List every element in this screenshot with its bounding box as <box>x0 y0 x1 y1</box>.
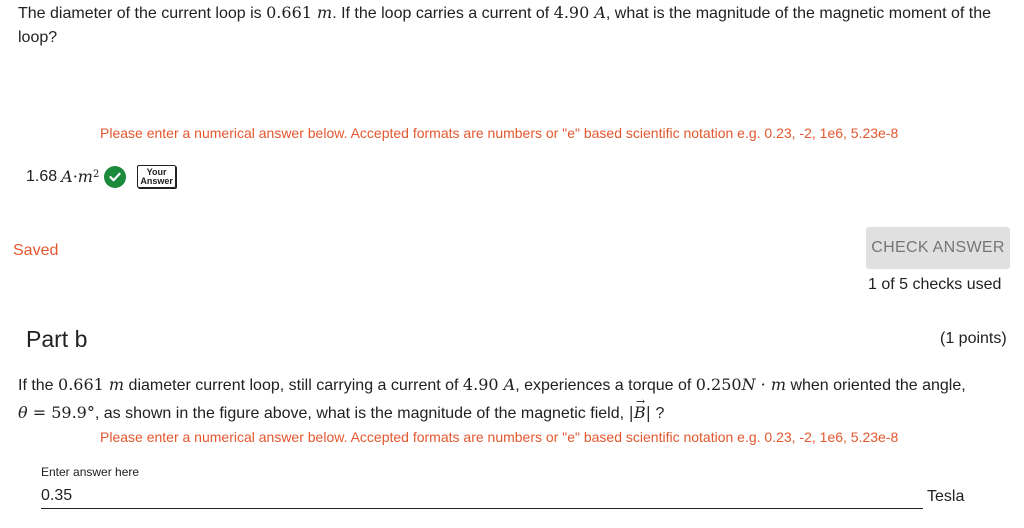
answer-unit-a: A <box>61 167 73 186</box>
part-b-points: (1 points) <box>940 330 1007 347</box>
answer-input[interactable] <box>41 484 923 509</box>
unit-meter: m <box>103 375 125 394</box>
checks-used-counter: 1 of 5 checks used <box>868 276 1002 293</box>
saved-status: Saved <box>13 242 59 259</box>
answer-unit-label: Tesla <box>927 488 965 505</box>
question-text: , what is the magnitude of the magnetic moment of the loop? <box>18 5 992 46</box>
part-a-question <box>18 1 1022 50</box>
magnetic-field-symbol: → B <box>634 399 646 426</box>
angle-value: 59.9° <box>51 403 95 422</box>
question-text: The diameter of the current loop is <box>18 5 267 22</box>
current-value: 4.90 <box>462 375 499 394</box>
unit-ampere: A <box>589 3 606 22</box>
your-answer-badge: Your Answer <box>137 165 176 188</box>
question-text: . If the loop carries a current of <box>332 5 554 22</box>
answer-unit-m: m <box>77 167 93 186</box>
torque-value: 0.250 <box>695 375 742 394</box>
format-hint: Please enter a numerical answer below. Accepted formats are numbers or "e" based scientific notation e.g. 0.23, -2, 1e6, 5.23e-8 <box>100 125 899 141</box>
answer-unit-exponent: 2 <box>92 169 100 180</box>
theta-symbol: θ <box>18 403 28 422</box>
part-b-question: If the 0.661 m diameter current loop, still carrying a current of 4.90 A, experiences a torque of 0.250N · m when oriented the angle, θ = 59.9°, as shown in the figure above, what is the magnitude of the magnetic field, |→ B| ? <box>18 371 1018 427</box>
check-circle-icon <box>104 166 126 188</box>
diameter-value: 0.661 <box>58 375 104 394</box>
diameter-value: 0.661 <box>266 3 312 22</box>
format-hint: Please enter a numerical answer below. Accepted formats are numbers or "e" based scientific notation e.g. 0.23, -2, 1e6, 5.23e-8 <box>100 429 899 445</box>
submitted-answer-row <box>26 165 176 188</box>
submitted-answer-value: 1.68 <box>26 167 58 185</box>
part-b-title: Part b <box>26 326 88 352</box>
check-answer-button[interactable]: CHECK ANSWER <box>866 227 1010 269</box>
unit-meter: m <box>311 3 333 22</box>
current-value: 4.90 <box>553 3 590 22</box>
unit-ampere: A <box>498 375 516 394</box>
torque-unit: N · m <box>741 375 786 394</box>
answer-input-label: Enter answer here <box>41 465 140 479</box>
answer-unit-dot: · <box>72 167 78 186</box>
